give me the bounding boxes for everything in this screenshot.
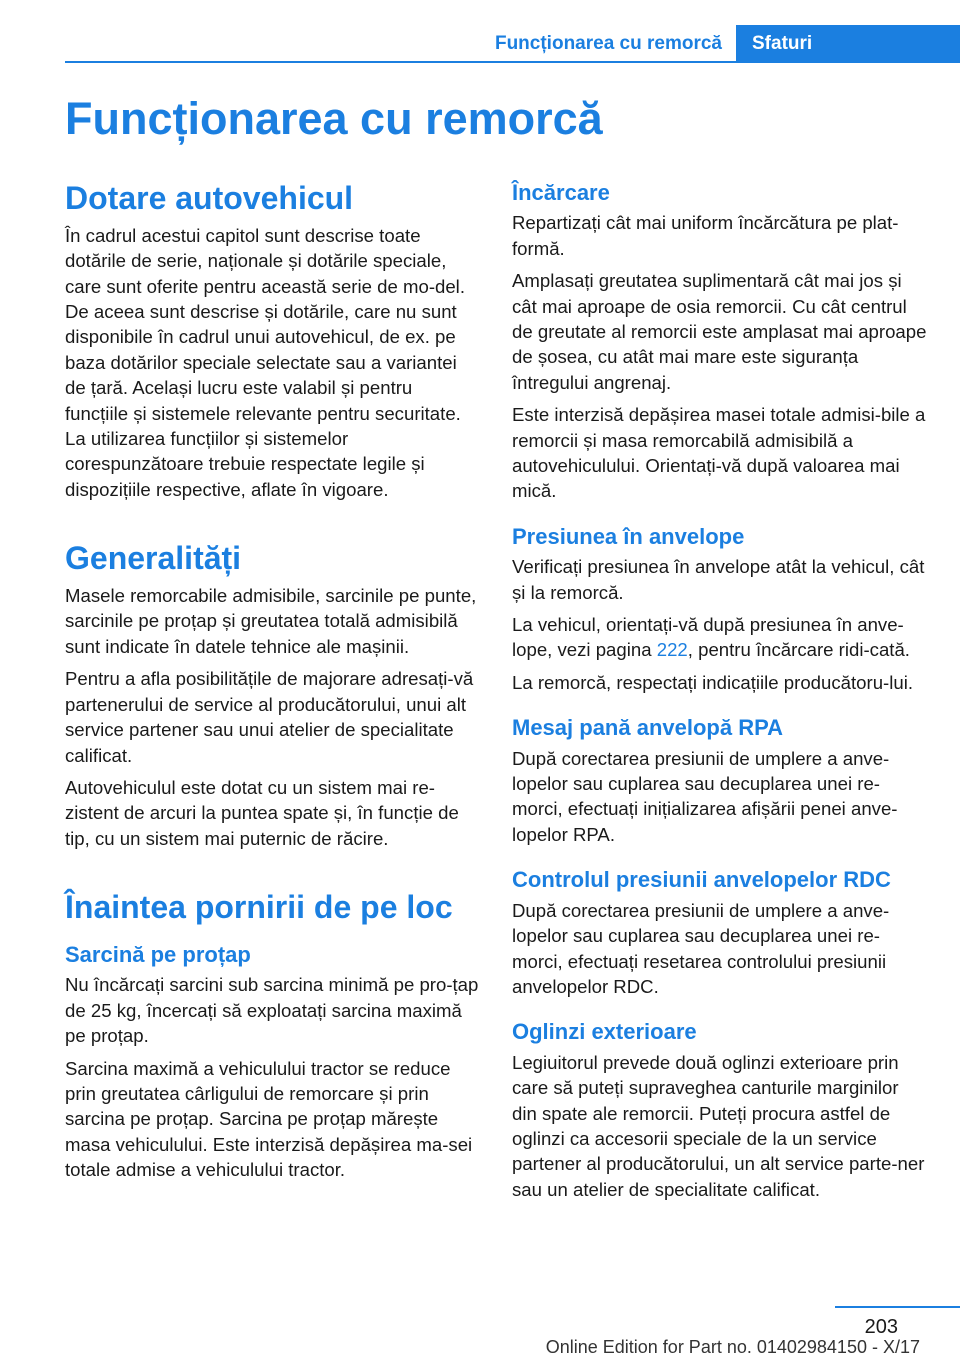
paragraph: După corectarea presiunii de umplere a anve-lopelor sau cuplarea sau decuplarea unei re-morci, efectuați resetarea controlului presiunii anvelopelor RDC.	[512, 899, 890, 997]
paragraph: Verificați presiunea în anvelope atât la vehicul, cât și la remorcă.	[512, 556, 925, 603]
section-heading: Generalități	[65, 540, 242, 577]
edition-note: Online Edition for Part no. 01402984150 - X/17	[545, 1337, 920, 1357]
section-dotare	[65, 180, 480, 502]
paragraph: Masele remorcabile admisibile, sarcinile pe punte, sarcinile pe proțap și greutatea totală admisibilă sunt indicate în datele tehnice ale mașinii.	[65, 585, 477, 657]
footer-rule	[835, 1306, 960, 1308]
section-heading: Dotare autovehicul	[65, 180, 354, 216]
paragraph: Amplasați greutatea suplimentară cât mai jos și cât mai aproape de osia remorcii. Cu cât centrul de greutate al remorcii este amplasat mai aproape de șosea, cu atât mai mare este siguranța întregului angrenaj.	[512, 270, 927, 393]
section-incarcare	[512, 180, 927, 504]
subsection-heading: Mesaj pană anvelopă RPA	[512, 715, 784, 741]
section-control-rdc	[512, 867, 927, 999]
right-column	[512, 180, 927, 1202]
section-inaintea-pornirii	[65, 889, 480, 1182]
header-section-title: Funcționarea cu remorcă	[494, 33, 722, 54]
paragraph: După corectarea presiunii de umplere a anve-lopelor sau cuplarea sau decuplarea unei re-morci, efectuați inițializarea afișării penei anve-lopelor RPA.	[512, 747, 898, 845]
paragraph: Sarcina maximă a vehiculului tractor se reduce prin greutatea cârligului de remorcare și prin sarcina pe proțap. Sarcina pe proțap mărește masa vehiculului. Este interzisă depășirea ma-sei totale admise a vehiculului tractor.	[65, 1057, 473, 1181]
paragraph-text: La vehicul, orientați-vă după presiunea în anve-lope, vezi pagina	[512, 614, 904, 661]
paragraph: Autovehiculul este dotat cu un sistem mai re-zistent de arcuri la puntea spate și, în funcție de tip, cu un sistem mai puternic de răcire.	[65, 776, 459, 849]
paragraph: Este interzisă depășirea masei totale admisi-bile a remorcii și masa remorcabilă admisibilă a autovehiculului. Orientați-vă după valoarea mai mică.	[512, 404, 926, 502]
paragraph-text: , pentru încărcare ridi-cată.	[687, 639, 910, 661]
subsection-heading: Presiunea în anvelope	[512, 523, 745, 549]
paragraph	[512, 612, 927, 663]
page-reference-link[interactable]: 222	[656, 639, 688, 661]
paragraph: La remorcă, respectați indicațiile producătoru-lui.	[512, 671, 913, 693]
paragraph: Legiuitorul prevede două oglinzi exterioare prin care să puteți supraveghea canturile marginilor din spate ale remorcii. Puteți procura astfel de oglinzi ca accesorii speciale de la un service partener al producătorului, un alt service parte-ner sau un atelier de specialitate calificat.	[512, 1051, 925, 1200]
page-number: 203	[864, 1316, 898, 1338]
page-header	[0, 25, 960, 62]
paragraph: Pentru a afla posibilitățile de majorare adresați-vă partenerului de service al producătorului, unui alt service partener sau unui atelier de specialitate calificat.	[65, 668, 474, 766]
section-oglinzi	[512, 1019, 927, 1202]
subsection-heading: Controlul presiunii anvelopelor RDC	[512, 867, 891, 893]
header-rule	[65, 61, 960, 63]
paragraph: Repartizați cât mai uniform încărcătura pe plat-formă.	[512, 212, 899, 259]
section-generalitati	[65, 540, 480, 851]
left-column	[65, 180, 480, 1183]
subsection-heading: Sarcină pe proțap	[65, 941, 251, 967]
subsection-heading: Oglinzi exterioare	[512, 1019, 697, 1045]
paragraph: În cadrul acestui capitol sunt descrise toate dotările de serie, naționale și dotările speciale, care sunt oferite pentru această serie de mo-del. De aceea sunt descrise și dotările, care nu sunt disponibile în cadrul unui autovehicul, de ex. pe baza dotărilor speciale selectate sau a variantei de țară. Același lucru este valabil și pentru funcțiile și sistemele relevante pentru securitate. La utilizarea funcțiilor și sistemelor corespunzătoare trebuie respectate legile și dispozițiile respective, aflate în vigoare.	[65, 224, 465, 500]
section-presiunea-anvelope	[512, 524, 927, 695]
section-mesaj-rpa	[512, 715, 927, 847]
page-title: Funcționarea cu remorcă	[65, 93, 603, 144]
section-heading: Înaintea pornirii de pe loc	[65, 889, 453, 926]
paragraph: Nu încărcați sarcini sub sarcina minimă pe pro-țap de 25 kg, încercați să exploatați sarcina maximă pe proțap.	[65, 974, 479, 1047]
subsection-heading: Încărcare	[512, 180, 610, 205]
header-chapter-tab: Sfaturi	[736, 25, 960, 62]
